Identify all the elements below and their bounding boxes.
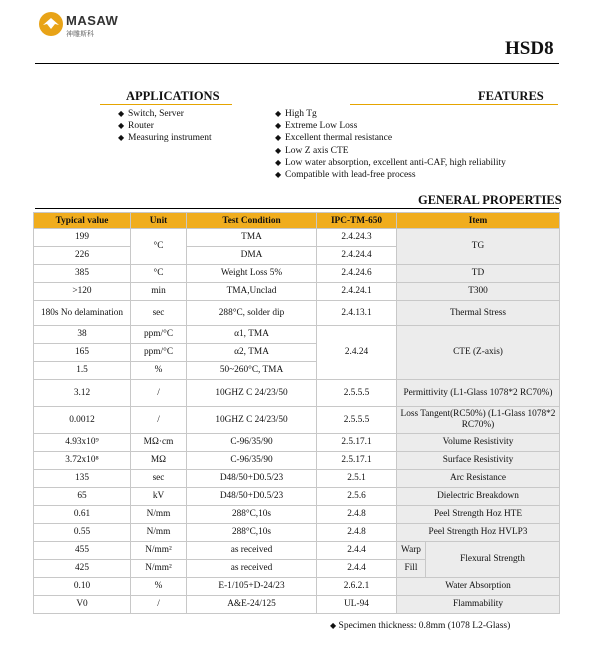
table-row: 65 kV D48/50+D0.5/23 2.5.6 Dielectric Breakdown bbox=[34, 488, 560, 506]
header-unit: Unit bbox=[131, 213, 187, 229]
list-item: ◆ Excellent thermal resistance bbox=[275, 133, 393, 144]
general-properties-rule bbox=[35, 208, 559, 209]
table-row: 3.72x10⁸ MΩ C-96/35/90 2.5.17.1 Surface Resistivity bbox=[34, 452, 560, 470]
table-row: 135 sec D48/50+D0.5/23 2.5.1 Arc Resistance bbox=[34, 470, 560, 488]
header-item: Item bbox=[397, 213, 560, 229]
header-typical: Typical value bbox=[34, 213, 131, 229]
list-item: ◆ Measuring instrument bbox=[118, 133, 212, 144]
table-row: 199 °C TMA 2.4.24.3 TG bbox=[34, 229, 560, 247]
table-row: 0.10 % E-1/105+D-24/23 2.6.2.1 Water Absorption bbox=[34, 578, 560, 596]
table-row: 0.61 N/mm 288°C,10s 2.4.8 Peel Strength Hoz HTE bbox=[34, 506, 560, 524]
table-row: 3.12 / 10GHZ C 24/23/50 2.5.5.5 Permittivity (L1-Glass 1078*2 RC70%) bbox=[34, 380, 560, 407]
logo-brand-text: MASAW bbox=[66, 13, 119, 28]
properties-table bbox=[33, 212, 560, 614]
general-properties-heading: GENERAL PROPERTIES bbox=[418, 193, 562, 207]
table-row: 38 ppm/°C α1, TMA 2.4.24 CTE (Z-axis) bbox=[34, 326, 560, 344]
table-row: V0 / A&E-24/125 UL-94 Flammability bbox=[34, 596, 560, 614]
table-row: >120 min TMA,Unclad 2.4.24.1 T300 bbox=[34, 283, 560, 301]
document-title: HSD8 bbox=[505, 38, 554, 59]
table-row: 180s No delamination sec 288°C, solder dip 2.4.13.1 Thermal Stress bbox=[34, 301, 560, 326]
features-list bbox=[275, 108, 506, 181]
table-row: 0.55 N/mm 288°C,10s 2.4.8 Peel Strength Hoz HVLP3 bbox=[34, 524, 560, 542]
features-heading: FEATURES bbox=[478, 89, 544, 103]
list-item: ◆ Compatible with lead-free process bbox=[275, 169, 416, 180]
list-item: ◆ Switch, Server bbox=[118, 109, 184, 119]
header-ipc: IPC-TM-650 bbox=[317, 213, 397, 229]
applications-list bbox=[118, 108, 212, 145]
header-test: Test Condition bbox=[187, 213, 317, 229]
table-row: 165 ppm/°C α2, TMA bbox=[34, 344, 560, 362]
applications-underline bbox=[100, 104, 232, 105]
features-underline bbox=[350, 104, 558, 105]
list-item: ◆ High Tg bbox=[275, 109, 317, 119]
list-item: ◆ Low water absorption, excellent anti-CAF, high reliability bbox=[275, 157, 506, 168]
table-row: 385 °C Weight Loss 5% 2.4.24.6 TD bbox=[34, 265, 560, 283]
table-row: 455 N/mm² as received 2.4.4 Warp Fill Flexural Strength bbox=[34, 542, 560, 560]
table-row: 226 DMA 2.4.24.4 bbox=[34, 247, 560, 265]
table-row: 1.5 % 50~260°C, TMA bbox=[34, 362, 560, 380]
table-row: 0.0012 / 10GHZ C 24/23/50 2.5.5.5 Loss Tangent(RC50%) (L1-Glass 1078*2 RC70%) bbox=[34, 407, 560, 434]
table-row: 425 N/mm² as received 2.4.4 bbox=[34, 560, 560, 578]
list-item: ◆ Low Z axis CTE bbox=[275, 145, 349, 156]
list-item: ◆ Extreme Low Loss bbox=[275, 121, 358, 132]
list-item: ◆ Router bbox=[118, 121, 154, 132]
flexural-strength-cell: Warp Fill Flexural Strength bbox=[397, 542, 560, 578]
logo-sub-text: 神雕斯科 bbox=[66, 31, 94, 38]
specimen-footnote: ◆ Specimen thickness: 0.8mm (1078 L2-Glass) bbox=[330, 621, 511, 631]
table-row: 4.93x10⁹ MΩ·cm C-96/35/90 2.5.17.1 Volume Resistivity bbox=[34, 434, 560, 452]
company-logo bbox=[38, 11, 118, 39]
title-rule bbox=[35, 63, 559, 64]
bird-logo-icon bbox=[38, 11, 64, 37]
applications-heading: APPLICATIONS bbox=[126, 89, 220, 103]
table-header-row bbox=[34, 213, 560, 229]
